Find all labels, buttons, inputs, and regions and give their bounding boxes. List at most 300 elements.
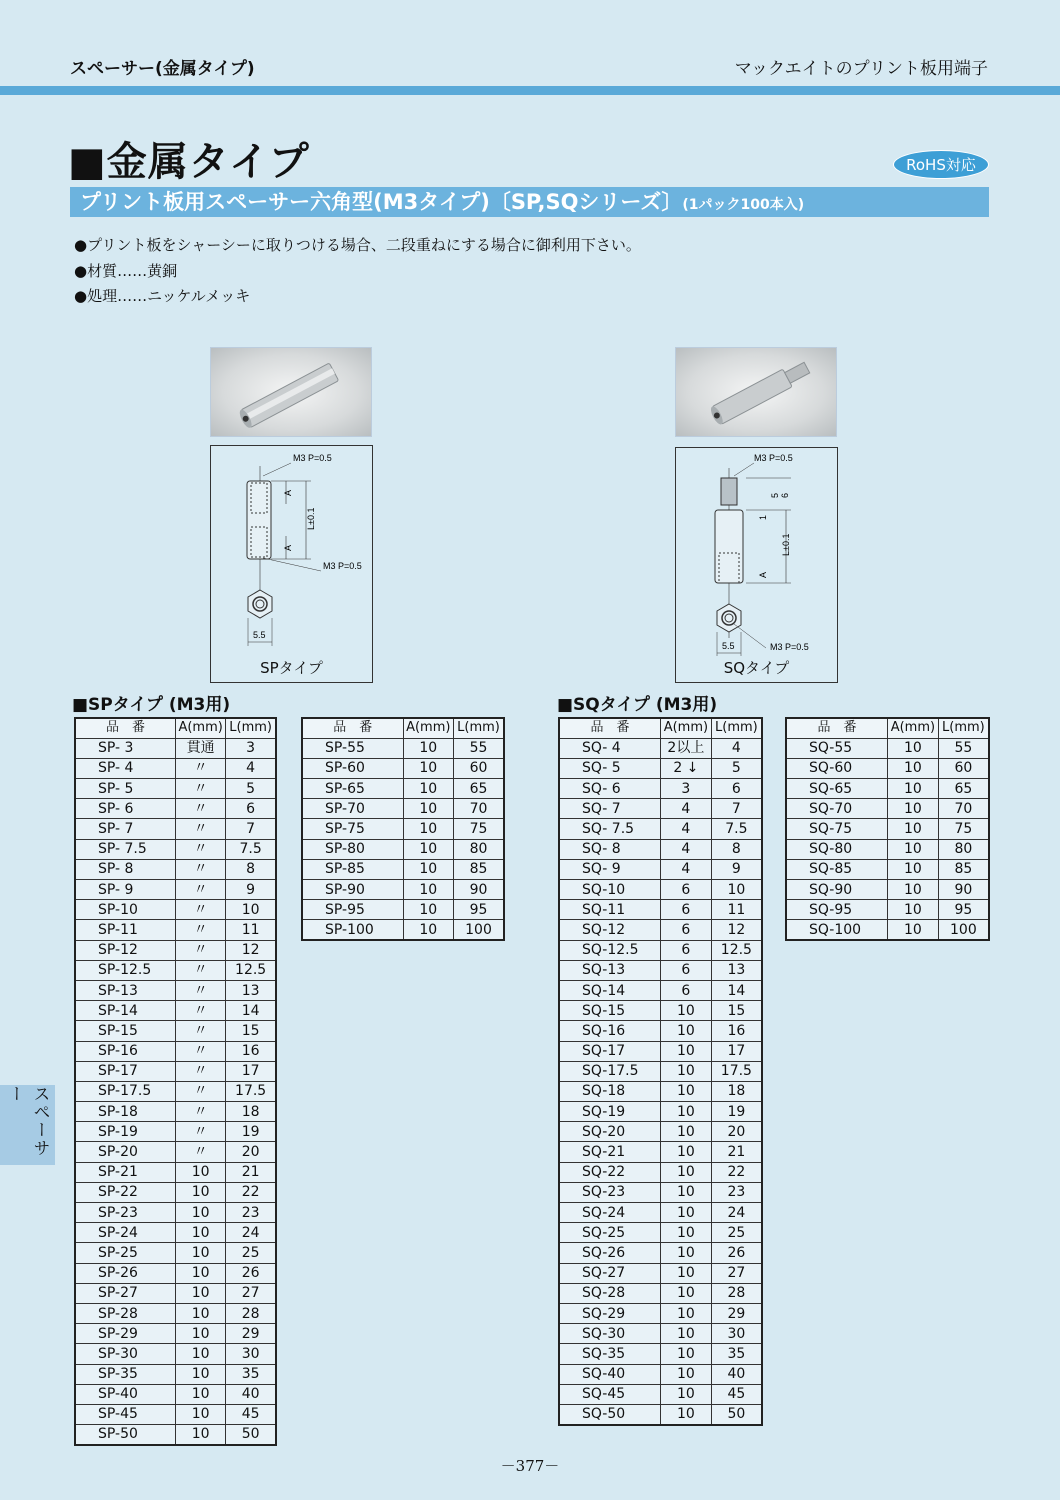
dim-a: 10 [661,1263,712,1283]
dim-a: 10 [661,1303,712,1323]
dim-l: 17.5 [711,1061,762,1081]
table-row [786,779,989,799]
table-row [559,1182,762,1202]
dim-l: 12 [226,940,276,960]
dim-l: 22 [226,1182,276,1202]
table-row [75,1324,276,1344]
part-number: SP- 7 [75,819,176,839]
dim-a: 10 [661,1324,712,1344]
dim-a: 10 [403,839,454,859]
table-header-row [559,718,762,738]
dim-l: 7.5 [226,839,276,859]
dim-l: 7.5 [711,819,762,839]
part-number: SP- 4 [75,758,176,778]
part-number: SQ-30 [559,1324,661,1344]
dim-a: 10 [888,900,939,920]
sp-section-heading: ■SPタイプ (M3用) [72,695,231,715]
sp-thread-bottom: M3 P=0.5 [323,561,362,571]
dim-a: 10 [176,1344,226,1364]
dim-a: 〃 [176,779,226,799]
table-row [75,1021,276,1041]
dim-a: 10 [661,1122,712,1142]
header-col-l: L(mm) [711,718,762,738]
table-row [559,1061,762,1081]
part-number: SQ-60 [786,758,888,778]
dim-l: 85 [454,859,505,879]
part-number: SP-19 [75,1122,176,1142]
table-header-row [786,718,989,738]
table-row [786,900,989,920]
part-number: SQ-18 [559,1081,661,1101]
dim-a: 4 [661,859,712,879]
table-row [75,1162,276,1182]
dim-l: 50 [226,1425,276,1445]
dim-a: 10 [888,819,939,839]
part-number: SP-21 [75,1162,176,1182]
sq-drawing [676,448,839,660]
table-row [559,1122,762,1142]
part-number: SP- 7.5 [75,839,176,859]
dim-a: 10 [403,859,454,879]
sq-thread-top: M3 P=0.5 [754,453,793,463]
dim-a: 〃 [176,980,226,1000]
bullet-usage: ●プリント板をシャーシーに取りつける場合、二段重ねにする場合に御利用下さい。 [74,236,641,254]
dim-a: 10 [888,779,939,799]
part-number: SQ-40 [559,1364,661,1384]
sp-diagram-label: SPタイプ [260,659,323,677]
dim-a: 4 [661,819,712,839]
table-row [559,1344,762,1364]
dim-l: 24 [226,1223,276,1243]
dim-a: 10 [888,799,939,819]
dim-l: 55 [454,738,505,758]
dim-l: 7 [711,799,762,819]
dim-a: 10 [403,758,454,778]
dim-a: 〃 [176,819,226,839]
table-row [559,1404,762,1424]
part-number: SQ-35 [559,1344,661,1364]
dim-l: 80 [938,839,989,859]
part-number: SQ-95 [786,900,888,920]
part-number: SP-18 [75,1102,176,1122]
dim-a: 〃 [176,1001,226,1021]
part-number: SQ-11 [559,900,661,920]
table-row [75,1283,276,1303]
dim-a: 3 [661,779,712,799]
table-row [75,1384,276,1404]
dim-a: 〃 [176,1081,226,1101]
part-number: SP-28 [75,1303,176,1323]
dim-l: 25 [226,1243,276,1263]
part-number: SQ-16 [559,1021,661,1041]
part-number: SQ-85 [786,859,888,879]
table-row [559,1041,762,1061]
part-number: SQ-28 [559,1283,661,1303]
dim-a: 10 [176,1384,226,1404]
table-row [75,839,276,859]
dim-l: 40 [226,1384,276,1404]
table-row [559,1102,762,1122]
dim-l: 18 [226,1102,276,1122]
part-number: SP-20 [75,1142,176,1162]
dim-a: 10 [176,1182,226,1202]
table-row [559,940,762,960]
part-number: SQ-19 [559,1102,661,1122]
dim-l: 23 [226,1203,276,1223]
dim-l: 20 [711,1122,762,1142]
sq-diagram [675,447,838,683]
dim-a: 10 [888,738,939,758]
dim-a: 10 [661,1061,712,1081]
table-row [786,819,989,839]
header-divider [0,86,1060,95]
header-col-part: 品 番 [302,718,403,738]
part-number: SP-17.5 [75,1081,176,1101]
header-col-l: L(mm) [226,718,276,738]
part-number: SQ- 6 [559,779,661,799]
part-number: SQ- 5 [559,758,661,778]
dim-l: 100 [454,920,505,940]
dim-l: 75 [938,819,989,839]
dim-l: 21 [226,1162,276,1182]
table-row [559,738,762,758]
part-number: SP-25 [75,1243,176,1263]
dim-a: 〃 [176,1061,226,1081]
table-row [786,738,989,758]
sq-spacer-image [676,348,838,438]
table-row [786,880,989,900]
part-number: SQ- 8 [559,839,661,859]
table-row [786,859,989,879]
dim-l: 28 [226,1303,276,1323]
header-col-part: 品 番 [786,718,888,738]
dim-l: 35 [711,1344,762,1364]
table-row [559,1142,762,1162]
part-number: SQ- 7.5 [559,819,661,839]
dim-l: 95 [938,900,989,920]
dim-l: 29 [711,1303,762,1323]
part-number: SQ- 9 [559,859,661,879]
part-number: SP-27 [75,1283,176,1303]
sq-photo [675,347,837,437]
dim-l: 40 [711,1364,762,1384]
part-number: SQ-27 [559,1263,661,1283]
sq-table-left [558,717,763,1426]
dim-a: 10 [661,1001,712,1021]
dim-a: 10 [176,1162,226,1182]
dim-a: 〃 [176,880,226,900]
part-number: SP-12.5 [75,960,176,980]
dim-a: 〃 [176,1122,226,1142]
part-number: SP-10 [75,900,176,920]
dim-l: 23 [711,1182,762,1202]
dim-l: 27 [711,1263,762,1283]
part-number: SP-75 [302,819,403,839]
dim-l: 45 [711,1384,762,1404]
dim-l: 11 [226,920,276,940]
part-number: SP-65 [302,779,403,799]
table-row [786,758,989,778]
table-row [559,1162,762,1182]
table-row [75,738,276,758]
dim-a: 10 [176,1404,226,1424]
part-number: SP- 9 [75,880,176,900]
dim-a: 〃 [176,920,226,940]
dim-l: 17.5 [226,1081,276,1101]
part-number: SP- 5 [75,779,176,799]
table-row [559,900,762,920]
part-number: SP-14 [75,1001,176,1021]
dim-l: 35 [226,1364,276,1384]
dim-l: 45 [226,1404,276,1424]
table-row [302,880,504,900]
header-col-part: 品 番 [75,718,176,738]
sq-dim-hex: 5.5 [722,641,735,651]
part-number: SQ-17 [559,1041,661,1061]
table-row [559,880,762,900]
dim-a: 〃 [176,1142,226,1162]
dim-l: 80 [454,839,505,859]
table-row [559,799,762,819]
dim-a: 4 [661,799,712,819]
part-number: SP-16 [75,1041,176,1061]
table-row [559,859,762,879]
dim-l: 30 [711,1324,762,1344]
dim-a: 10 [888,880,939,900]
dim-l: 9 [226,880,276,900]
dim-a: 2以上 [661,738,712,758]
page-number: －377－ [500,1457,560,1475]
table-header-row [302,718,504,738]
table-row [559,1021,762,1041]
part-number: SQ-29 [559,1303,661,1323]
dim-a: 10 [403,799,454,819]
table-row [75,799,276,819]
sp-diagram [210,445,373,683]
dim-a: 10 [661,1243,712,1263]
dim-l: 75 [454,819,505,839]
dim-l: 19 [711,1102,762,1122]
dim-a: 10 [888,839,939,859]
dim-l: 13 [711,960,762,980]
part-number: SP-24 [75,1223,176,1243]
sq-diagram-label: SQタイプ [723,659,790,677]
part-number: SQ-45 [559,1384,661,1404]
dim-l: 22 [711,1162,762,1182]
table-row [559,980,762,1000]
dim-l: 4 [711,738,762,758]
dim-a: 6 [661,900,712,920]
dim-a: 10 [176,1223,226,1243]
table-row [75,859,276,879]
sq-dim-1: 1 [758,514,768,520]
table-row [559,1243,762,1263]
table-row [559,1223,762,1243]
part-number: SP-35 [75,1364,176,1384]
sq-section-heading: ■SQタイプ (M3用) [557,695,718,715]
part-number: SQ-80 [786,839,888,859]
dim-l: 12.5 [711,940,762,960]
table-row [559,1203,762,1223]
dim-a: 10 [661,1021,712,1041]
part-number: SP- 3 [75,738,176,758]
dim-a: 〃 [176,940,226,960]
dim-l: 90 [938,880,989,900]
part-number: SP-85 [302,859,403,879]
sq-dim-a: A [758,571,768,578]
part-number: SP-40 [75,1384,176,1404]
part-number: SQ-75 [786,819,888,839]
dim-a: 10 [661,1344,712,1364]
part-number: SQ-70 [786,799,888,819]
dim-l: 17 [711,1041,762,1061]
dim-a: 6 [661,940,712,960]
sq-dim-5: 5 [770,492,780,498]
dim-l: 12 [711,920,762,940]
table-row [559,1384,762,1404]
table-row [75,1364,276,1384]
dim-l: 10 [711,880,762,900]
dim-l: 25 [711,1223,762,1243]
part-number: SP-17 [75,1061,176,1081]
dim-l: 4 [226,758,276,778]
part-number: SP-100 [302,920,403,940]
dim-a: 10 [661,1404,712,1424]
dim-l: 18 [711,1081,762,1101]
dim-l: 24 [711,1203,762,1223]
dim-l: 7 [226,819,276,839]
dim-l: 8 [226,859,276,879]
table-row [559,839,762,859]
table-row [559,1283,762,1303]
table-row [302,900,504,920]
table-row [75,1041,276,1061]
table-row [75,779,276,799]
dim-a: 〃 [176,1021,226,1041]
dim-a: 6 [661,880,712,900]
dim-a: 10 [661,1041,712,1061]
table-row [302,819,504,839]
side-tab-spacer[interactable]: スペーサー [0,1085,55,1165]
dim-a: 10 [661,1384,712,1404]
part-number: SQ-12.5 [559,940,661,960]
dim-l: 65 [454,779,505,799]
dim-a: 6 [661,980,712,1000]
dim-l: 14 [226,1001,276,1021]
sq-thread-bottom: M3 P=0.5 [770,642,809,652]
dim-a: 6 [661,920,712,940]
table-row [302,738,504,758]
header-col-a: A(mm) [176,718,226,738]
bullet-material: ●材質……黄銅 [74,262,178,280]
dim-l: 30 [226,1344,276,1364]
dim-a: 10 [661,1203,712,1223]
part-number: SQ-90 [786,880,888,900]
dim-a: 10 [661,1283,712,1303]
dim-l: 17 [226,1061,276,1081]
part-number: SP-55 [302,738,403,758]
dim-l: 12.5 [226,960,276,980]
subtitle-pack: (1パック100本入) [682,197,805,213]
header-col-l: L(mm) [454,718,505,738]
dim-a: 〃 [176,1102,226,1122]
table-row [75,1425,276,1445]
dim-l: 16 [711,1021,762,1041]
dim-l: 27 [226,1283,276,1303]
table-row [75,880,276,900]
part-number: SQ- 4 [559,738,661,758]
table-row [559,1324,762,1344]
dim-l: 85 [938,859,989,879]
dim-a: 〃 [176,758,226,778]
dim-a: 10 [888,758,939,778]
table-row [75,1203,276,1223]
sp-drawing [211,446,374,661]
dim-a: 10 [661,1142,712,1162]
table-row [559,1001,762,1021]
dim-l: 90 [454,880,505,900]
part-number: SP-29 [75,1324,176,1344]
dim-l: 70 [938,799,989,819]
dim-l: 28 [711,1283,762,1303]
bullet-finish: ●処理……ニッケルメッキ [74,287,251,305]
dim-l: 11 [711,900,762,920]
part-number: SQ-13 [559,960,661,980]
dim-a: 10 [176,1303,226,1323]
table-row [559,960,762,980]
dim-a: 4 [661,839,712,859]
dim-a: 10 [176,1364,226,1384]
part-number: SQ-100 [786,920,888,940]
dim-a: 10 [176,1243,226,1263]
table-header-row [75,718,276,738]
part-number: SP-30 [75,1344,176,1364]
dim-a: 10 [176,1283,226,1303]
dim-a: 10 [661,1223,712,1243]
part-number: SQ-23 [559,1182,661,1202]
table-row [75,1142,276,1162]
header-col-part: 品 番 [559,718,661,738]
dim-l: 60 [938,758,989,778]
part-number: SP-11 [75,920,176,940]
table-row [559,1303,762,1323]
dim-a: 10 [403,819,454,839]
dim-a: 10 [403,900,454,920]
rohs-badge: RoHS対応 [893,150,989,179]
part-number: SP-60 [302,758,403,778]
header-col-a: A(mm) [888,718,939,738]
dim-a: 10 [403,738,454,758]
part-number: SQ-50 [559,1404,661,1424]
dim-l: 65 [938,779,989,799]
dim-a: 〃 [176,1041,226,1061]
part-number: SQ-55 [786,738,888,758]
dim-l: 70 [454,799,505,819]
table-row [302,758,504,778]
dim-a: 10 [661,1081,712,1101]
dim-l: 6 [226,799,276,819]
dim-a: 10 [888,920,939,940]
sp-dim-hex: 5.5 [253,630,266,640]
part-number: SP-95 [302,900,403,920]
part-number: SP-22 [75,1182,176,1202]
table-row [75,980,276,1000]
dim-l: 10 [226,900,276,920]
dim-a: 10 [661,1102,712,1122]
dim-a: 10 [403,779,454,799]
part-number: SP-70 [302,799,403,819]
header-col-l: L(mm) [938,718,989,738]
